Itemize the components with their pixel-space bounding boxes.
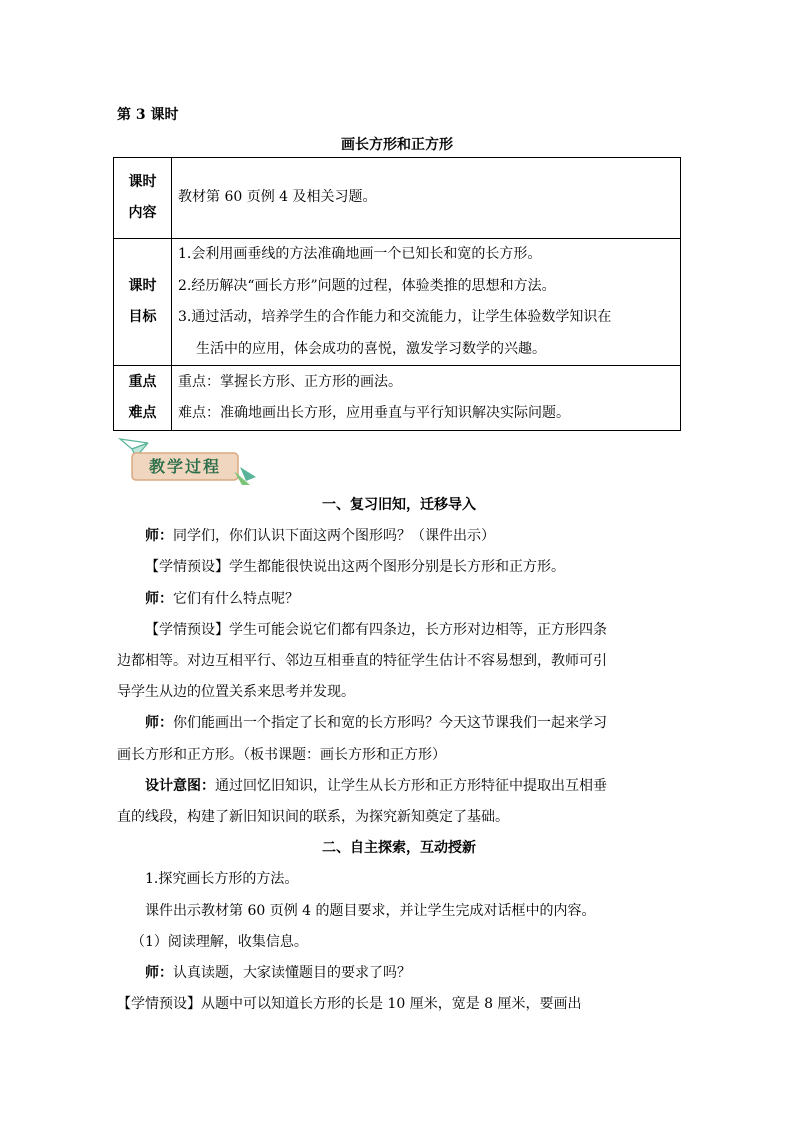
goal-item-1: 1.会利用画垂线的方法准确地画一个已知长和宽的长方形。: [178, 246, 542, 262]
student-prediction-3: 【学情预设】从题中可以知道长方形的长是 10 厘米，宽是 8 厘米，要画出: [117, 996, 582, 1013]
content-text: 教材第 60 页例 4 及相关习题。: [172, 158, 681, 239]
speaker-label: 师：: [145, 528, 173, 545]
teacher-line-1-text: 同学们，你们认识下面这两个图形吗？（课件出示）: [173, 528, 495, 545]
student-prediction-2-cont2: 导学生从边的位置关系来思考并发现。: [117, 684, 355, 701]
teaching-body: [117, 490, 681, 1020]
goals-label-line2: 目标: [128, 309, 157, 325]
table-row-goals: [114, 239, 681, 366]
student-prediction-2-cont: 边都相等。对边互相平行、邻边互相垂直的特征学生估计不容易想到，教师可引: [117, 653, 607, 670]
lesson-number: 第 3 课时: [117, 107, 179, 123]
goals-label-cell: [114, 239, 172, 366]
teacher-line-1: [117, 521, 681, 552]
lesson-topic-title: 画长方形和正方形: [341, 137, 453, 153]
stamp-title: 教学过程: [148, 457, 222, 476]
speaker-label: 师：: [145, 965, 173, 982]
keypoints-label-cell: [114, 366, 172, 431]
goals-cell: [172, 239, 681, 366]
teaching-process-stamp: [118, 435, 258, 487]
teacher-line-4-text: 认真读题，大家读懂题目的要求了吗？: [173, 965, 411, 982]
lesson-plan-table: [113, 157, 681, 431]
content-label-cell: [114, 158, 172, 239]
teacher-line-2-text: 它们有什么特点呢？: [173, 590, 299, 607]
teacher-line-4: [117, 958, 681, 989]
teacher-line-3-cont: 画长方形和正方形。（板书课题：画长方形和正方形）: [117, 746, 446, 763]
teacher-line-3: [117, 708, 681, 739]
section-1-heading: 一、复习旧知，迁移导入: [322, 497, 476, 513]
section-2-heading: 二、自主探索，互动授新: [322, 840, 476, 857]
goal-item-2: 2.经历解决“画长方形”问题的过程，体验类推的思想和方法。: [178, 277, 556, 294]
speaker-label: 师：: [145, 715, 173, 732]
keypoints-label-line2: 难点: [128, 405, 157, 421]
teacher-line-2: [117, 584, 681, 615]
goals-label-line1: 课时: [128, 278, 157, 294]
key-point: 重点：掌握长方形、正方形的画法。: [178, 373, 402, 390]
speaker-label: 师：: [145, 590, 173, 607]
keypoints-cell: [172, 366, 681, 431]
design-intent: [117, 771, 681, 802]
teacher-line-3-text: 你们能画出一个指定了长和宽的长方形吗？今天这节课我们一起来学习: [173, 715, 607, 732]
design-intent-cont: 直的线段，构建了新旧知识间的联系，为探究新知奠定了基础。: [117, 809, 509, 826]
table-row-content: [114, 158, 681, 239]
table-row-keypoints: [114, 366, 681, 431]
student-prediction-1: 【学情预设】学生都能很快说出这两个图形分别是长方形和正方形。: [145, 559, 565, 576]
substep-1: （1）阅读理解，收集信息。: [131, 933, 308, 950]
student-prediction-2: 【学情预设】学生可能会说它们都有四条边，长方形对边相等，正方形四条: [145, 621, 607, 638]
content-label-line1: 课时: [128, 174, 157, 190]
content-label-line2: 内容: [128, 205, 157, 221]
step-1-instruction: 课件出示教材第 60 页例 4 的题目要求，并让学生完成对话框中的内容。: [145, 902, 596, 919]
design-intent-label: 设计意图：: [145, 777, 215, 794]
keypoints-label-line1: 重点: [128, 374, 157, 390]
step-1: 1.探究画长方形的方法。: [145, 871, 299, 888]
design-intent-text: 通过回忆旧知识，让学生从长方形和正方形特征中提取出互相垂: [215, 777, 607, 794]
goal-item-3-cont: 生活中的应用，体会成功的喜悦，激发学习数学的兴趣。: [196, 340, 546, 357]
goal-item-3: 3.通过活动，培养学生的合作能力和交流能力，让学生体验数学知识在: [178, 309, 612, 325]
difficult-point: 难点：准确地画出长方形，应用垂直与平行知识解决实际问题。: [178, 405, 570, 421]
